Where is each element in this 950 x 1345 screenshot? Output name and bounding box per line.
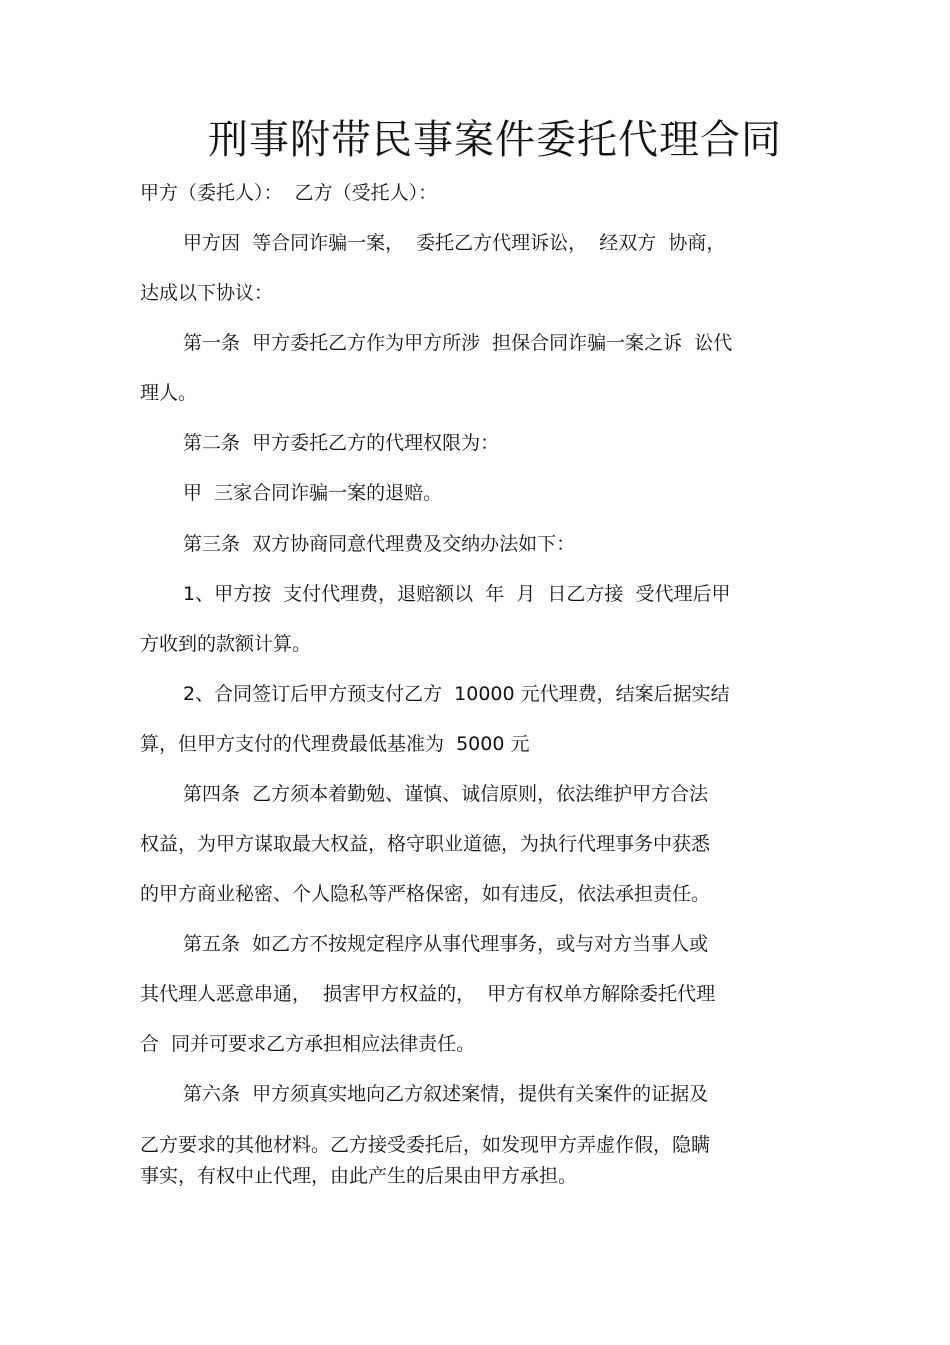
party-line: 甲方（委托人）： 乙方（受托人）： (140, 182, 438, 204)
clause-4-line: 第四条 乙方须本着勤勉、谨慎、诚信原则，依法维护甲方合法 (183, 783, 709, 805)
clause-3-item-2: 算，但甲方支付的代理费最低基准为 5000 元 (140, 733, 530, 755)
clause-5-line: 其代理人恶意串通， 损害甲方权益的， 甲方有权单方解除委托代理 (140, 983, 716, 1005)
clause-3-line: 第三条 双方协商同意代理费及交纳办法如下： (183, 533, 576, 555)
document-title: 刑事附带民事案件委托代理合同 (208, 117, 782, 163)
clause-5-line: 合 同并可要求乙方承担相应法律责任。 (140, 1033, 476, 1055)
clause-4-line: 的甲方商业秘密、个人隐私等严格保密，如有违反，依法承担责任。 (140, 883, 711, 905)
clause-1-line: 第一条 甲方委托乙方作为甲方所涉 担保合同诈骗一案之诉 讼代 (183, 332, 733, 354)
clause-4-line: 权益，为甲方谋取最大权益，格守职业道德，为执行代理事务中获悉 (140, 833, 711, 855)
clause-5-line: 第五条 如乙方不按规定程序从事代理事务，或与对方当事人或 (183, 933, 709, 955)
clause-2-line: 甲 三家合同诈骗一案的退赔。 (183, 482, 443, 504)
paragraph-line: 甲方因 等合同诈骗一案， 委托乙方代理诉讼， 经双方 协商， (183, 232, 726, 254)
clause-3-item-2: 2、合同签订后甲方预支付乙方 10000 元代理费，结案后据实结 (183, 683, 730, 705)
paragraph-line: 达成以下协议： (140, 282, 274, 304)
clause-6-line: 乙方要求的其他材料。乙方接受委托后，如发现甲方弄虚作假，隐瞒 (140, 1134, 711, 1156)
clause-6-line: 事实，有权中止代理，由此产生的后果由甲方承担。 (140, 1165, 578, 1187)
clause-3-item-1: 方收到的款额计算。 (140, 633, 312, 655)
clause-6-line: 第六条 甲方须真实地向乙方叙述案情，提供有关案件的证据及 (183, 1083, 709, 1105)
clause-1-line: 理人。 (140, 382, 198, 404)
clause-2-line: 第二条 甲方委托乙方的代理权限为： (183, 432, 500, 454)
clause-3-item-1: 1、甲方按 支付代理费，退赔额以 年 月 日乙方接 受代理后甲 (183, 583, 731, 605)
